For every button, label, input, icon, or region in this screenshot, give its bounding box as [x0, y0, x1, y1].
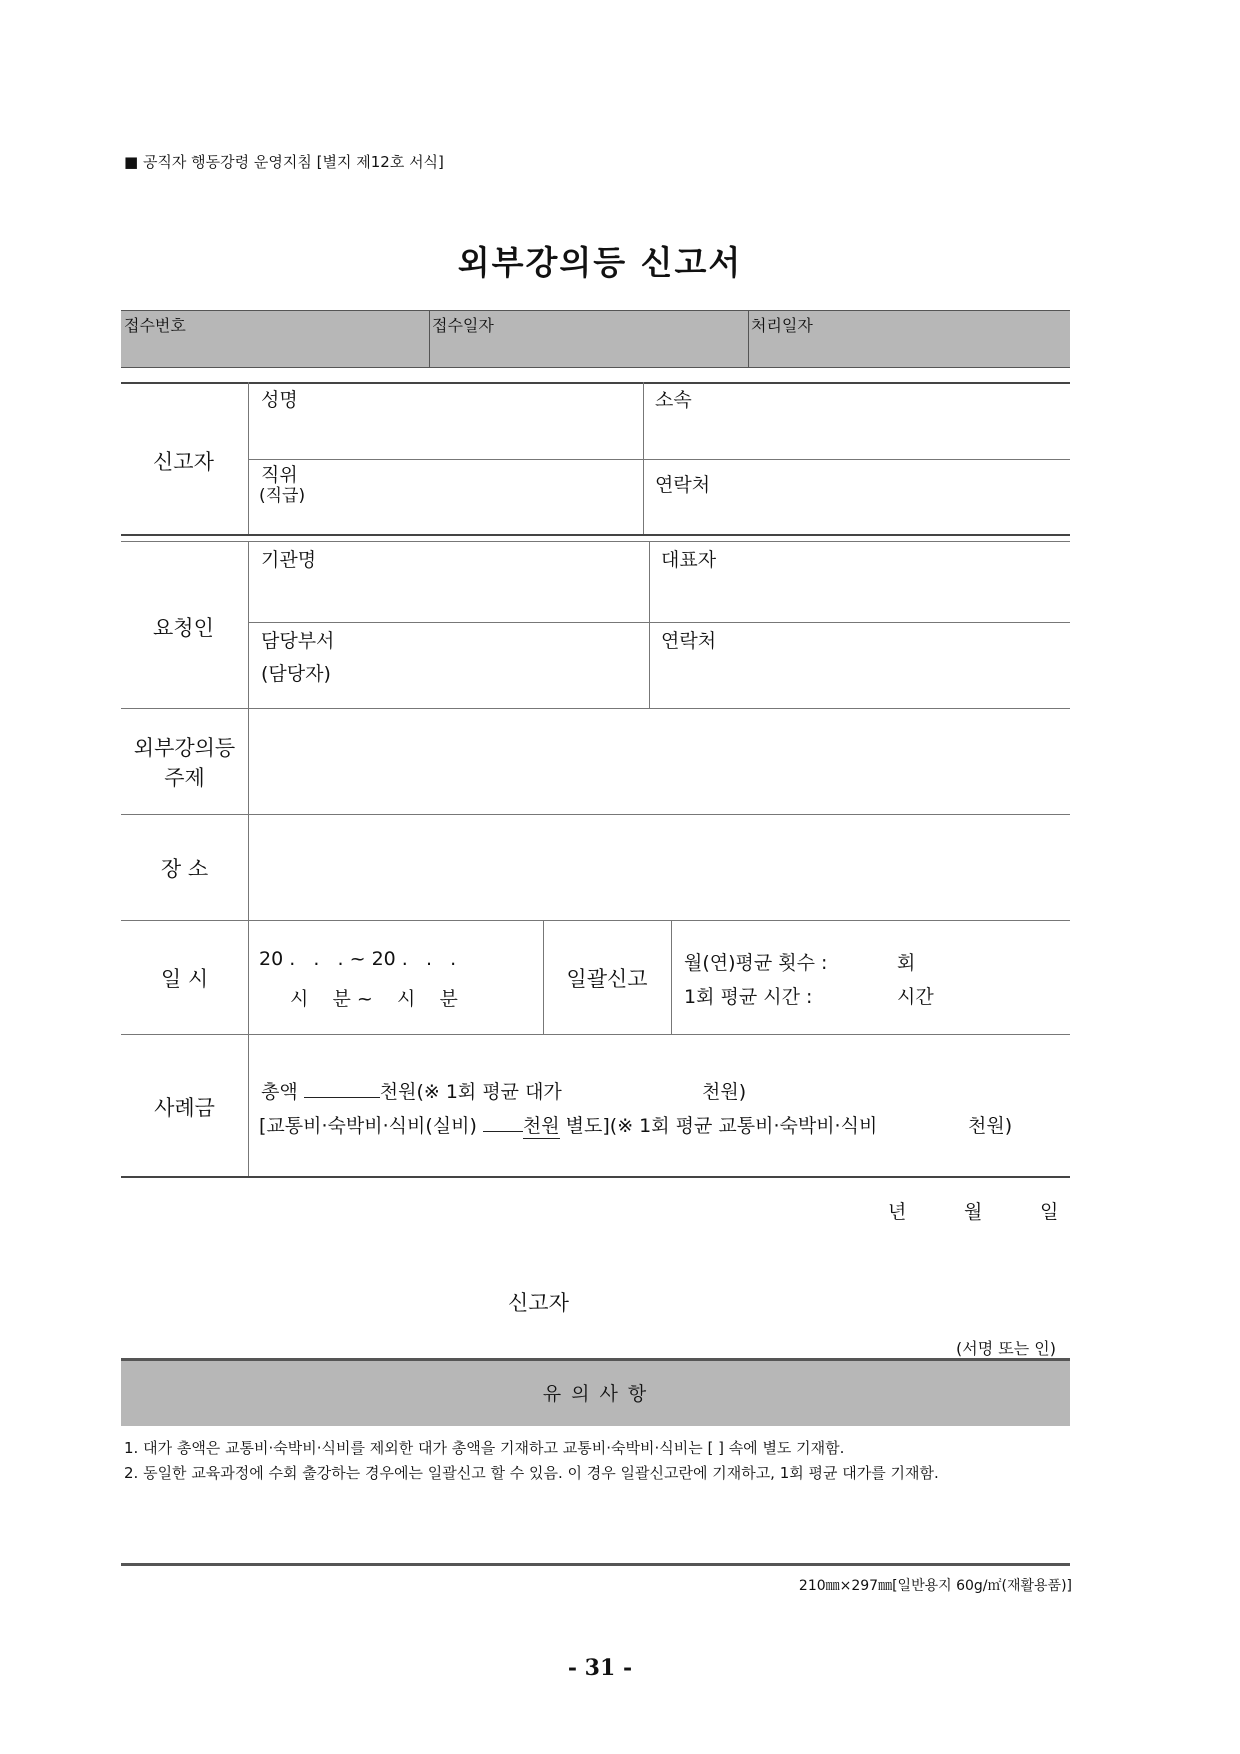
place-input-area[interactable]	[249, 815, 1069, 919]
fee-extra-end: 천원)	[968, 1115, 1013, 1137]
reporter-position-sub: (직급)	[259, 486, 306, 506]
place-label: 장 소	[160, 857, 209, 881]
datetime-label: 일 시	[160, 967, 209, 991]
topic-input-area[interactable]	[249, 709, 1069, 813]
topic-label-line2: 주제	[164, 766, 205, 790]
requester-dept-field[interactable]: 담당부서	[261, 630, 335, 652]
fee-label: 사례금	[154, 1096, 215, 1120]
signer-label: 신고자	[508, 1291, 569, 1315]
fee-total-input[interactable]	[304, 1079, 380, 1098]
notes-heading: 유 의 사 항	[542, 1383, 649, 1405]
fee-total-end: 천원)	[702, 1081, 747, 1103]
fee-extra-prefix: [교통비·숙박비·식비(실비)	[259, 1115, 477, 1137]
time-range-field[interactable]: 시 분 ~ 시 분	[290, 988, 458, 1010]
sign-note[interactable]: (서명 또는 인)	[956, 1339, 1056, 1358]
requester-dept-sub: (담당자)	[261, 663, 331, 685]
process-date-label: 처리일자	[751, 316, 813, 335]
reporter-contact-field[interactable]: 연락처	[655, 474, 711, 496]
form-reference-note: ■ 공직자 행동강령 운영지침 [별지 제12호 서식]	[124, 153, 444, 171]
avg-time-unit: 시간	[897, 986, 934, 1008]
requester-org-field[interactable]: 기관명	[261, 549, 317, 571]
fee-extra-input[interactable]	[483, 1113, 523, 1132]
note-item: 2. 동일한 교육과정에 수회 출강하는 경우에는 일괄신고 할 수 있음. 이 경우 일괄신고란에 기재하고, 1회 평균 대가를 기재함.	[124, 1464, 939, 1482]
fee-extra-line	[259, 1111, 877, 1139]
receipt-number-label: 접수번호	[124, 316, 186, 335]
paper-spec: 210㎜×297㎜[일반용지 60g/㎡(재활용품)]	[798, 1578, 1072, 1594]
page-title: 외부강의등 신고서	[457, 243, 743, 282]
fee-total-unit: 천원(※ 1회 평균 대가	[379, 1081, 562, 1103]
date-month-label: 월	[964, 1201, 983, 1223]
reporter-affiliation-field[interactable]: 소속	[655, 389, 692, 411]
page-number: - 31 -	[567, 1655, 633, 1681]
reporter-name-field[interactable]: 성명	[261, 389, 298, 411]
avg-count-label: 월(연)평균 횟수 :	[684, 952, 828, 974]
fee-extra-unit: 천원	[523, 1111, 560, 1139]
date-range-field[interactable]: 20 . . . ~ 20 . . .	[259, 948, 457, 970]
bulk-report-label: 일괄신고	[566, 967, 648, 991]
avg-count-unit: 회	[897, 952, 916, 974]
receipt-bar	[121, 310, 1070, 368]
topic-label-line1: 외부강의등	[133, 736, 236, 760]
date-year-label: 년	[888, 1201, 907, 1223]
receipt-date-label: 접수일자	[432, 316, 494, 335]
requester-section-label: 요청인	[153, 616, 214, 640]
note-item: 1. 대가 총액은 교통비·숙박비·식비를 제외한 대가 총액을 기재하고 교통비·숙박비·식비는 [ ] 속에 별도 기재함.	[124, 1439, 845, 1457]
reporter-section-label: 신고자	[153, 450, 214, 474]
date-day-label: 일	[1040, 1201, 1059, 1223]
requester-representative-field[interactable]: 대표자	[661, 549, 717, 571]
fee-total-line	[261, 1077, 562, 1104]
requester-contact-field[interactable]: 연락처	[661, 630, 717, 652]
reporter-position-field[interactable]: 직위	[261, 464, 298, 486]
avg-time-label: 1회 평균 시간 :	[684, 986, 813, 1008]
fee-extra-mid: 별도](※ 1회 평균 교통비·숙박비·식비	[565, 1115, 878, 1137]
fee-total-prefix: 총액	[261, 1081, 298, 1103]
